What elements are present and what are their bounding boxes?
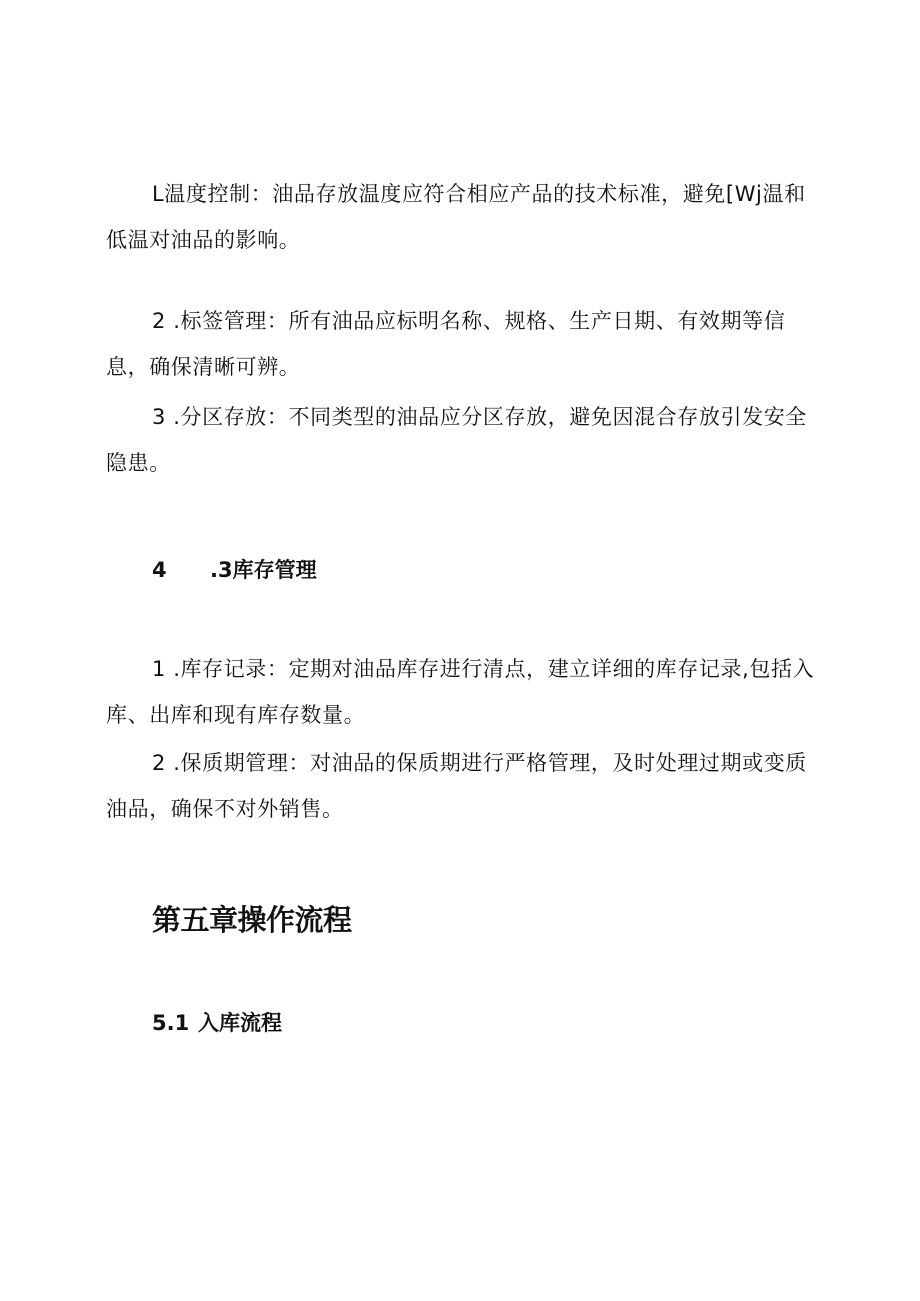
section-number: 4 [152, 558, 167, 582]
paragraph-shelf-life-management: 2 .保质期管理：对油品的保质期进行严格管理，及时处理过期或变质油品，确保不对外销售。 [106, 751, 807, 821]
section-heading-4-3 [152, 555, 317, 585]
chapter-heading: 第五章操作流程 [152, 903, 352, 937]
section-heading-5-1 [152, 1008, 282, 1038]
section-title: 入库流程 [198, 1011, 282, 1035]
section-number: 5.1 [152, 1011, 190, 1035]
paragraph-inventory-records: 1 .库存记录：定期对油品库存进行清点，建立详细的库存记录,包括入库、出库和现有库存数量。 [106, 657, 815, 727]
paragraph-label-management: 2 .标签管理：所有油品应标明名称、规格、生产日期、有效期等信息，确保清晰可辨。 [106, 309, 786, 379]
paragraph-temperature-control: L温度控制：油品存放温度应符合相应产品的技术标准，避免[Wj温和低温对油品的影响。 [106, 182, 806, 252]
section-title: .3库存管理 [210, 558, 317, 582]
paragraph-zoned-storage: 3 .分区存放：不同类型的油品应分区存放，避免因混合存放引发安全隐患。 [106, 405, 807, 475]
